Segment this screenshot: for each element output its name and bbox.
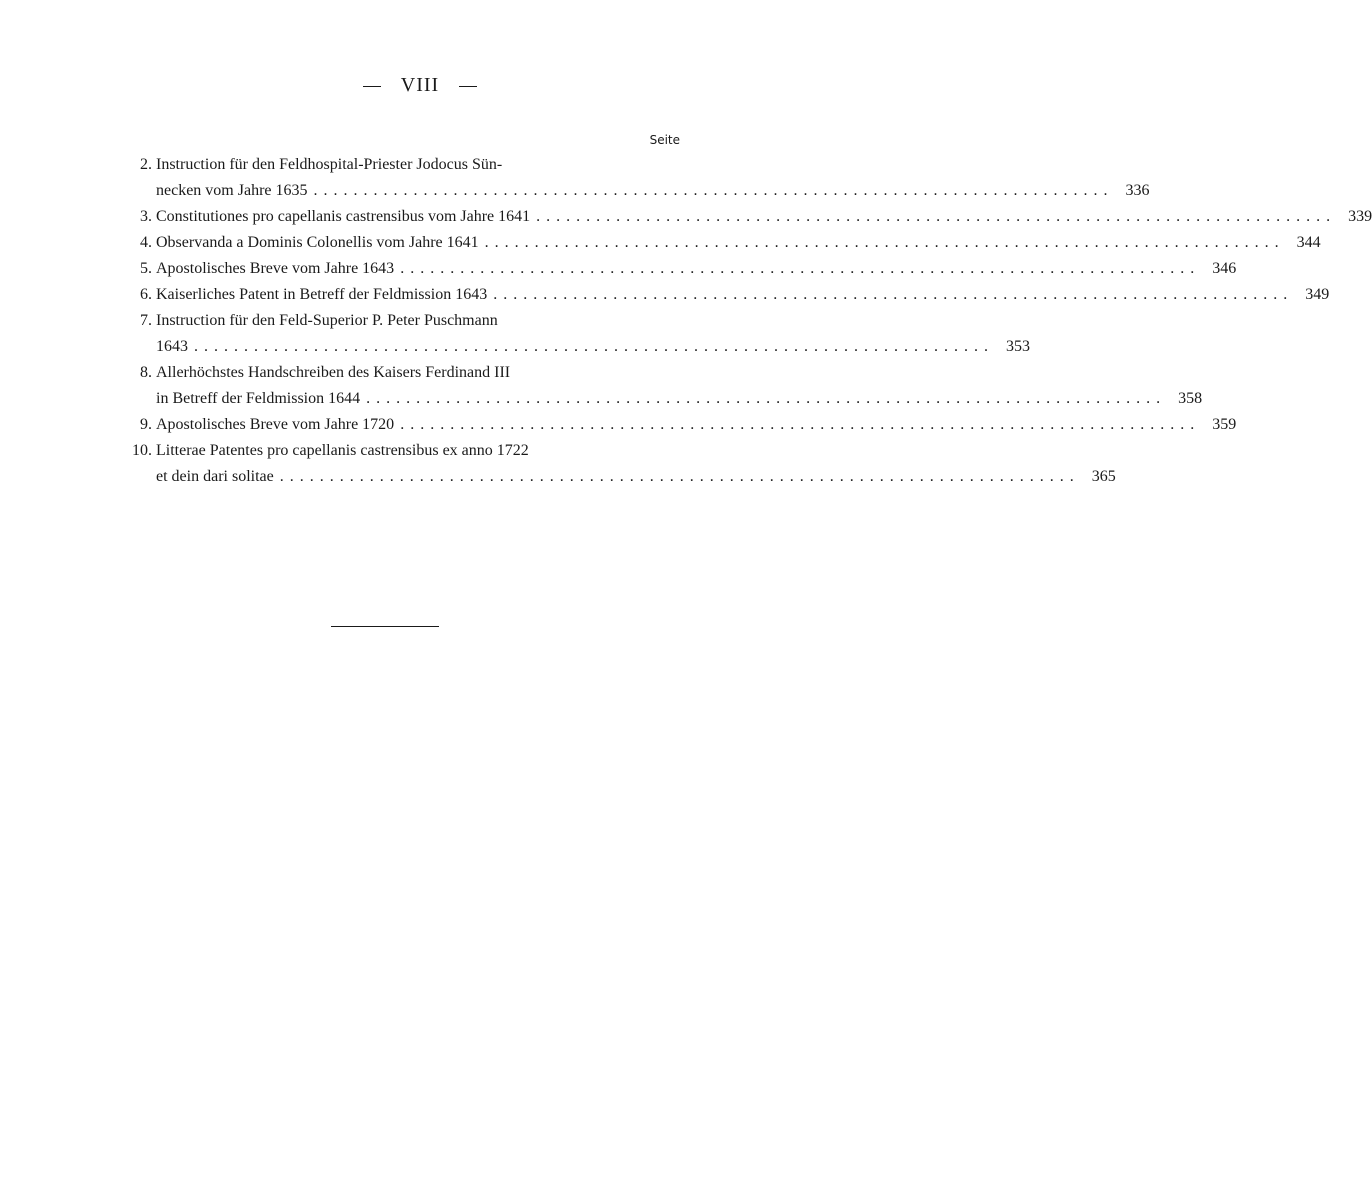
toc-entry: [120, 412, 1237, 438]
entry-title: Apostolisches Breve vom Jahre 1643: [156, 260, 395, 277]
entry-title-line: Allerhöchstes Handschreiben des Kaisers Ferdinand III: [156, 364, 511, 381]
dot-leader: ................................................................................: [313, 182, 1114, 199]
entry-page-number: 346: [1212, 260, 1237, 277]
entry-page-number: 358: [1178, 390, 1203, 407]
entry-page-number: 339: [1348, 208, 1372, 225]
dot-leader: ................................................................................: [536, 208, 1337, 225]
dot-leader: ................................................................................: [279, 468, 1080, 485]
entry-page-number: 336: [1125, 182, 1150, 199]
dot-leader: ................................................................................: [194, 338, 994, 355]
entry-number: 7.: [140, 312, 152, 329]
toc-entry: [120, 282, 1330, 308]
dot-leader: ................................................................................: [366, 390, 1167, 407]
toc-entry: [120, 230, 1321, 256]
toc-entry: [120, 360, 1203, 412]
entry-number: 8.: [140, 364, 152, 381]
header-dash-left: [363, 86, 381, 88]
entry-title: Observanda a Dominis Colonellis vom Jahre 1641: [156, 234, 479, 251]
entry-title: 1643: [156, 338, 188, 355]
entry-title-line: Litterae Patentes pro capellanis castrensibus ex anno 1722: [156, 442, 529, 459]
entry-page-number: 359: [1212, 416, 1237, 433]
header-dash-right: [459, 86, 477, 88]
entry-number: 9.: [140, 416, 152, 433]
toc-entry: [120, 256, 1237, 282]
entry-title-line: Instruction für den Feldhospital-Priester Jodocus Sün-: [156, 156, 503, 173]
section-divider: [331, 626, 439, 627]
dot-leader: ................................................................................: [493, 286, 1294, 303]
page-header: [0, 74, 840, 97]
dot-leader: ................................................................................: [400, 260, 1201, 277]
entry-title: Apostolisches Breve vom Jahre 1720: [156, 416, 395, 433]
page-column-label: Seite: [649, 133, 680, 147]
entry-title: Constitutiones pro capellanis castrensibus vom Jahre 1641: [156, 208, 531, 225]
entry-title: et dein dari solitae: [156, 468, 274, 485]
entry-number: 10.: [132, 442, 152, 459]
entry-number: 6.: [140, 286, 152, 303]
toc-entry: [120, 438, 1116, 490]
entry-number: 4.: [140, 234, 152, 251]
toc-entry: [120, 152, 1150, 204]
dot-leader: ................................................................................: [484, 234, 1285, 251]
entry-page-number: 353: [1006, 338, 1030, 355]
entry-title: Kaiserliches Patent in Betreff der Feldmission 1643: [156, 286, 488, 303]
entry-title-line: Instruction für den Feld-Superior P. Peter Puschmann: [156, 312, 498, 329]
entry-number: 3.: [140, 208, 152, 225]
toc-entry: [120, 204, 1372, 230]
entry-number: 5.: [140, 260, 152, 277]
entry-title: in Betreff der Feldmission 1644: [156, 390, 361, 407]
table-of-contents: [120, 130, 1372, 490]
entry-page-number: 344: [1296, 234, 1321, 251]
page-number: VIII: [400, 74, 440, 96]
entry-number: 2.: [140, 156, 152, 173]
entry-title: necken vom Jahre 1635: [156, 182, 308, 199]
entry-page-number: 365: [1091, 468, 1116, 485]
entry-page-number: 349: [1305, 286, 1330, 303]
toc-entry: [120, 308, 1030, 360]
dot-leader: ................................................................................: [400, 416, 1201, 433]
